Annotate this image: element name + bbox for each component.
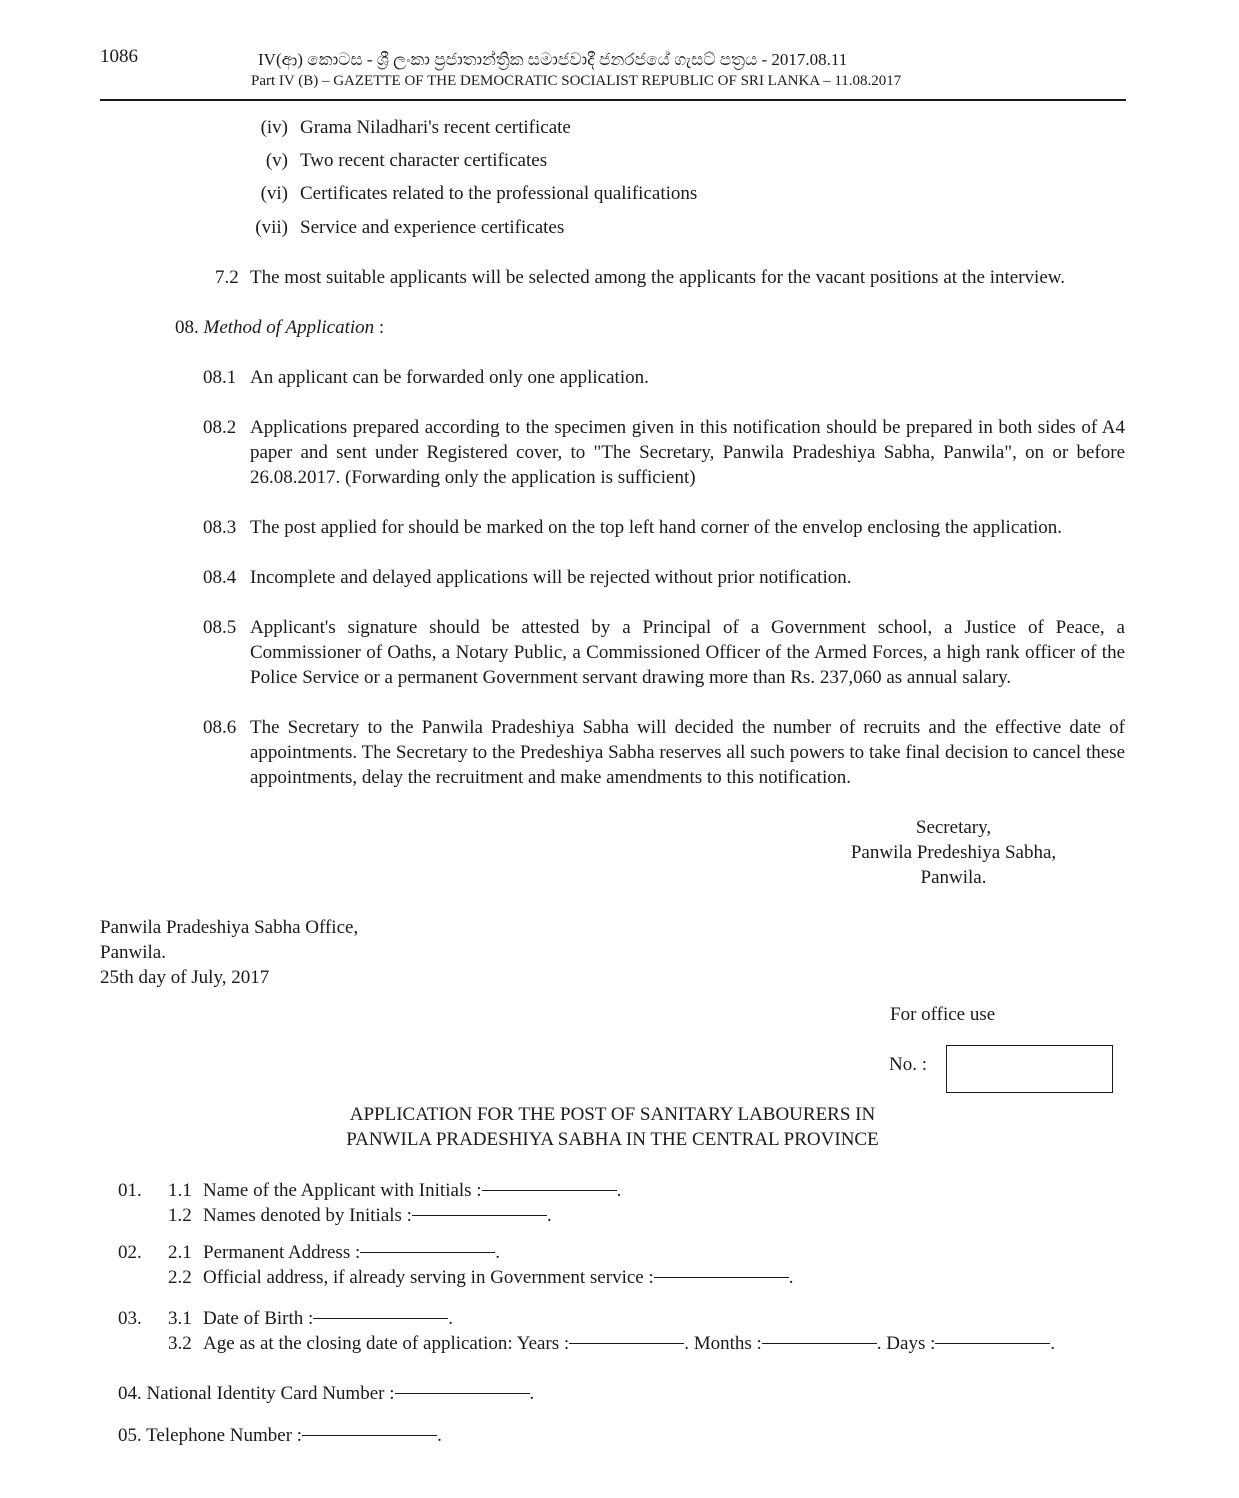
q05-blank [302,1435,437,1436]
q02-b-row [203,1265,794,1290]
q01-b-label: Names denoted by Initials : [203,1205,412,1226]
q02-num: 02. [118,1242,142,1263]
q03-a-row [203,1306,453,1331]
section-7-2-num: 7.2 [215,267,239,288]
clause-num: 08.2 [203,417,237,438]
office-line-2: Panwila. [100,942,166,963]
q03-b-num: 3.2 [168,1333,192,1354]
header-sinhala-line: IV(ආ) කොටස - ශ්‍රී ලංකා ප්‍රජාතාන්ත්‍රික සමාජවාදී ජනරජයේ ගැසට් පත්‍රය - 2017.08.11 [258,50,848,69]
clause-text: Applications prepared according to the specimen given in this notification should be prepared in both sides of A4 paper and sent under Registered cover, to "The Secretary, Panwila Pradeshiya Sabha, Panwila", on or before 26.08.2017. (Forwarding only the application is sufficient) [250,417,1125,488]
q02-b-num: 2.2 [168,1267,192,1288]
period: . [495,1242,501,1263]
period: . [437,1425,442,1446]
cert-text: Two recent character certificates [300,150,548,171]
section-08-heading [175,315,384,340]
q02-a-blank [360,1252,495,1253]
cert-num: (iv) [260,117,288,138]
period: . [529,1383,535,1404]
signature-line-1: Secretary, [915,817,992,838]
q02-a-label: Permanent Address : [203,1242,361,1263]
office-use-label: For office use [890,1004,996,1025]
q03-a-label: Date of Birth : [203,1308,314,1329]
q02-b-label: Official address, if already serving in Government service : [203,1267,654,1288]
period: . [1050,1333,1056,1354]
office-use-number-box [946,1045,1113,1093]
form-title-line-2: PANWILA PRADESHIYA SABHA IN THE CENTRAL PROVINCE [346,1129,879,1150]
q04-label: 04. National Identity Card Number : [118,1383,395,1404]
q01-a-label: Name of the Applicant with Initials : [203,1180,482,1201]
clause-num: 08.4 [203,567,237,588]
signature-line-3: Panwila. [920,867,987,888]
office-date: 25th day of July, 2017 [100,967,270,988]
period: . [546,1205,552,1226]
q05-row [118,1423,442,1448]
q03-years-blank [569,1343,684,1344]
q01-b-row [203,1203,552,1228]
section-08-colon: : [374,317,385,338]
q01-a-num: 1.1 [168,1180,192,1201]
period: . [448,1308,454,1329]
signature-line-2: Panwila Predeshiya Sabha, [850,842,1057,863]
section-08-title: Method of Application [203,317,375,338]
section-08-num: 08. [175,317,199,338]
period: . [616,1180,622,1201]
cert-text: Certificates related to the professional qualifications [300,183,698,204]
q01-num: 01. [118,1180,142,1201]
cert-num: (vii) [255,217,288,238]
header-rule [100,99,1126,101]
clause-text: The Secretary to the Panwila Pradeshiya Sabha will decided the number of recruits and the effective date of appointments. The Secretary to the Predeshiya Sabha reserves all such powers to take final decision to cancel these appointments, delay the recruitment and make amendments to this notification. [250,717,1125,788]
clause-num: 08.1 [203,367,237,388]
q03-days-label: . Days : [876,1333,936,1354]
clause-text: An applicant can be forwarded only one application. [250,367,649,388]
cert-text: Service and experience certificates [300,217,565,238]
q03-months-label: . Months : [684,1333,762,1354]
clause-text: Incomplete and delayed applications will be rejected without prior notification. [250,567,852,588]
header-english-line: Part IV (B) – GAZETTE OF THE DEMOCRATIC SOCIALIST REPUBLIC OF SRI LANKA – 11.08.2017 [251,73,902,89]
q01-b-num: 1.2 [168,1205,192,1226]
q01-a-blank [482,1190,617,1191]
office-line-1: Panwila Pradeshiya Sabha Office, [100,917,359,938]
clause-num: 08.5 [203,617,237,638]
cert-text: Grama Niladhari's recent certificate [300,117,571,138]
q01-b-blank [412,1215,547,1216]
q03-days-blank [935,1343,1050,1344]
cert-num: (v) [265,150,288,171]
page-number: 1086 [100,46,138,67]
q03-months-blank [762,1343,877,1344]
q01-a-row [203,1178,621,1203]
q03-a-blank [313,1318,448,1319]
clause-num: 08.3 [203,517,237,538]
q04-blank [395,1393,530,1394]
form-title-line-1: APPLICATION FOR THE POST OF SANITARY LABOURERS IN [349,1104,876,1125]
q02-a-num: 2.1 [168,1242,192,1263]
q02-a-row [203,1240,500,1265]
period: . [788,1267,794,1288]
q03-num: 03. [118,1308,142,1329]
q02-b-blank [654,1277,789,1278]
q05-label: 05. Telephone Number : [118,1425,303,1446]
q04-row [118,1381,534,1406]
office-use-no-label: No. : [889,1054,927,1075]
clause-text: The post applied for should be marked on the top left hand corner of the envelop enclosing the application. [250,517,1063,538]
cert-num: (vi) [260,183,288,204]
clause-text: Applicant's signature should be attested by a Principal of a Government school, a Justice of Peace, a Commissioner of Oaths, a Notary Public, a Commissioned Officer of the Armed Forces, a high rank officer of the Police Service or a permanent Government servant drawing more than Rs. 237,060 as annual salary. [250,617,1125,688]
q03-b-label: Age as at the closing date of application: Years : [203,1333,570,1354]
q03-a-num: 3.1 [168,1308,192,1329]
section-7-2-text: The most suitable applicants will be selected among the applicants for the vacant positions at the interview. [250,267,1066,288]
clause-num: 08.6 [203,717,237,738]
q03-b-row [203,1331,1055,1356]
